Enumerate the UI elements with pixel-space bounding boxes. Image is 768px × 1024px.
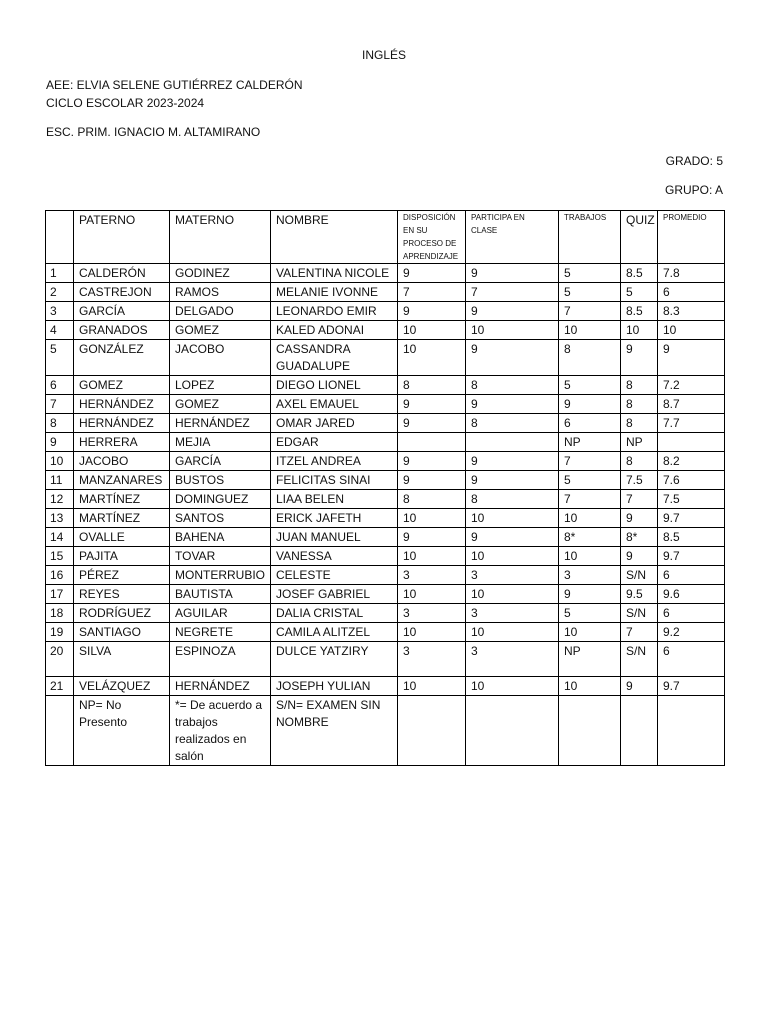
cell-trabajos: 5 (559, 264, 621, 283)
cell-paterno: HERRERA (74, 433, 170, 452)
table-row (46, 528, 725, 547)
legend-empty-cell (559, 696, 621, 766)
cell-participa: 9 (466, 302, 559, 321)
table-row (46, 490, 725, 509)
cell-participa: 3 (466, 642, 559, 677)
cell-participa: 10 (466, 321, 559, 340)
cell-nombre: OMAR JARED (271, 414, 398, 433)
cell-quiz: NP (621, 433, 658, 452)
col-header-promedio: PROMEDIO (658, 211, 725, 264)
cell-nombre: VALENTINA NICOLE (271, 264, 398, 283)
cell-nombre: MELANIE IVONNE (271, 283, 398, 302)
cell-quiz: 8.5 (621, 264, 658, 283)
cell-nombre: JOSEF GABRIEL (271, 585, 398, 604)
cell-paterno: CASTREJON (74, 283, 170, 302)
cell-quiz: S/N (621, 642, 658, 677)
table-row (46, 604, 725, 623)
table-row (46, 642, 725, 677)
school-name-line: ESC. PRIM. IGNACIO M. ALTAMIRANO (46, 125, 261, 139)
cell-promedio: 6 (658, 566, 725, 585)
cell-participa: 10 (466, 547, 559, 566)
cell-quiz: 8 (621, 452, 658, 471)
cell-participa: 9 (466, 528, 559, 547)
cell-trabajos: 10 (559, 509, 621, 528)
cell-quiz: 8 (621, 414, 658, 433)
cell-participa: 7 (466, 283, 559, 302)
cell-materno: MEJIA (170, 433, 271, 452)
cell-trabajos: 9 (559, 585, 621, 604)
cell-promedio: 7.5 (658, 490, 725, 509)
cell-paterno: REYES (74, 585, 170, 604)
cell-quiz: 8* (621, 528, 658, 547)
cell-participa: 3 (466, 566, 559, 585)
cell-materno: LOPEZ (170, 376, 271, 395)
table-row (46, 395, 725, 414)
cell-participa: 10 (466, 677, 559, 696)
cell-promedio: 9 (658, 340, 725, 376)
cell-num: 5 (46, 340, 74, 376)
cell-trabajos: 10 (559, 677, 621, 696)
cell-num: 1 (46, 264, 74, 283)
cell-nombre: DIEGO LIONEL (271, 376, 398, 395)
cell-nombre: CASSANDRA GUADALUPE (271, 340, 398, 376)
cell-quiz: 9.5 (621, 585, 658, 604)
cell-paterno: GONZÁLEZ (74, 340, 170, 376)
cell-quiz: S/N (621, 566, 658, 585)
cell-nombre: DALIA CRISTAL (271, 604, 398, 623)
table-header-row (46, 211, 725, 264)
cell-materno: GOMEZ (170, 321, 271, 340)
cell-nombre: CAMILA ALITZEL (271, 623, 398, 642)
cell-disposicion: 10 (398, 547, 466, 566)
cell-nombre: JOSEPH YULIAN (271, 677, 398, 696)
cell-num: 2 (46, 283, 74, 302)
cell-num: 12 (46, 490, 74, 509)
table-row (46, 321, 725, 340)
cell-disposicion: 3 (398, 642, 466, 677)
document-title: INGLÉS (361, 48, 406, 62)
cell-trabajos: 7 (559, 452, 621, 471)
cell-quiz: 7 (621, 490, 658, 509)
cell-nombre: AXEL EMAUEL (271, 395, 398, 414)
table-row (46, 677, 725, 696)
cell-participa: 8 (466, 414, 559, 433)
cell-quiz: S/N (621, 604, 658, 623)
cell-trabajos: 10 (559, 321, 621, 340)
cell-num: 18 (46, 604, 74, 623)
cell-materno: HERNÁNDEZ (170, 677, 271, 696)
cell-materno: BUSTOS (170, 471, 271, 490)
cell-trabajos: 10 (559, 547, 621, 566)
cell-trabajos: NP (559, 642, 621, 677)
cell-materno: GARCÍA (170, 452, 271, 471)
table-row (46, 452, 725, 471)
cell-num: 21 (46, 677, 74, 696)
cell-paterno: MANZANARES (74, 471, 170, 490)
cell-promedio: 9.6 (658, 585, 725, 604)
cell-materno: NEGRETE (170, 623, 271, 642)
col-header-materno: MATERNO (170, 211, 271, 264)
col-header-quiz: QUIZ (621, 211, 658, 264)
cell-materno: HERNÁNDEZ (170, 414, 271, 433)
cell-participa (466, 433, 559, 452)
cell-num: 9 (46, 433, 74, 452)
cell-paterno: OVALLE (74, 528, 170, 547)
cell-paterno: GRANADOS (74, 321, 170, 340)
cell-trabajos: 8 (559, 340, 621, 376)
cell-quiz: 8 (621, 376, 658, 395)
cell-quiz: 10 (621, 321, 658, 340)
legend-empty-cell (466, 696, 559, 766)
cell-materno: DELGADO (170, 302, 271, 321)
group-label: GRUPO: A (664, 183, 723, 197)
legend-row (46, 696, 725, 766)
cell-quiz: 8.5 (621, 302, 658, 321)
cell-quiz: 7 (621, 623, 658, 642)
legend-asterisk: *= De acuerdo a trabajos realizados en salón (170, 696, 271, 766)
cell-trabajos: 9 (559, 395, 621, 414)
cell-materno: GOMEZ (170, 395, 271, 414)
cell-paterno: HERNÁNDEZ (74, 395, 170, 414)
cell-participa: 9 (466, 452, 559, 471)
cell-materno: TOVAR (170, 547, 271, 566)
teacher-line: AEE: ELVIA SELENE GUTIÉRREZ CALDERÓN (46, 78, 303, 92)
cell-paterno: SILVA (74, 642, 170, 677)
legend-np: NP= No Presento (74, 696, 170, 766)
cell-quiz: 7.5 (621, 471, 658, 490)
table-row (46, 566, 725, 585)
cell-nombre: DULCE YATZIRY (271, 642, 398, 677)
cell-promedio: 10 (658, 321, 725, 340)
cell-disposicion: 9 (398, 302, 466, 321)
cell-num: 16 (46, 566, 74, 585)
cell-nombre: ITZEL ANDREA (271, 452, 398, 471)
cell-disposicion: 3 (398, 566, 466, 585)
cell-num: 13 (46, 509, 74, 528)
cell-disposicion: 10 (398, 321, 466, 340)
table-row (46, 376, 725, 395)
cell-disposicion: 10 (398, 585, 466, 604)
table-row (46, 547, 725, 566)
cell-disposicion: 8 (398, 376, 466, 395)
col-header-nombre: NOMBRE (271, 211, 398, 264)
cell-participa: 8 (466, 490, 559, 509)
cell-promedio (658, 433, 725, 452)
col-header-paterno: PATERNO (74, 211, 170, 264)
cell-trabajos: 7 (559, 490, 621, 509)
cell-promedio: 6 (658, 642, 725, 677)
cell-paterno: HERNÁNDEZ (74, 414, 170, 433)
cell-nombre: CELESTE (271, 566, 398, 585)
cell-num: 19 (46, 623, 74, 642)
table-row (46, 283, 725, 302)
cell-quiz: 8 (621, 395, 658, 414)
cell-materno: BAUTISTA (170, 585, 271, 604)
cell-paterno: RODRÍGUEZ (74, 604, 170, 623)
cell-paterno: VELÁZQUEZ (74, 677, 170, 696)
cell-participa: 8 (466, 376, 559, 395)
grades-body (46, 264, 725, 766)
col-header-number (46, 211, 74, 264)
cell-paterno: CALDERÓN (74, 264, 170, 283)
cell-trabajos: 6 (559, 414, 621, 433)
cell-participa: 3 (466, 604, 559, 623)
cell-disposicion: 3 (398, 604, 466, 623)
cell-num: 20 (46, 642, 74, 677)
cell-nombre: FELICITAS SINAI (271, 471, 398, 490)
cell-num: 7 (46, 395, 74, 414)
cell-trabajos: 5 (559, 376, 621, 395)
cell-paterno: MARTÍNEZ (74, 509, 170, 528)
cell-promedio: 9.7 (658, 547, 725, 566)
cell-nombre: LIAA BELEN (271, 490, 398, 509)
cell-disposicion: 9 (398, 452, 466, 471)
cell-num: 11 (46, 471, 74, 490)
cell-trabajos: 5 (559, 283, 621, 302)
cell-nombre: KALED ADONAI (271, 321, 398, 340)
col-header-disposicion: DISPOSICIÓN EN SU PROCESO DE APRENDIZAJE (398, 211, 466, 264)
cell-promedio: 7.7 (658, 414, 725, 433)
cell-quiz: 9 (621, 547, 658, 566)
cell-trabajos: 3 (559, 566, 621, 585)
cell-trabajos: 10 (559, 623, 621, 642)
cell-nombre: VANESSA (271, 547, 398, 566)
cell-num: 3 (46, 302, 74, 321)
cell-materno: GODINEZ (170, 264, 271, 283)
cell-paterno: PÉREZ (74, 566, 170, 585)
cell-quiz: 9 (621, 677, 658, 696)
legend-empty-cell (621, 696, 658, 766)
cell-nombre: EDGAR (271, 433, 398, 452)
cell-materno: BAHENA (170, 528, 271, 547)
legend-empty-cell (658, 696, 725, 766)
cell-promedio: 9.2 (658, 623, 725, 642)
col-header-participa: PARTICIPA EN CLASE (466, 211, 559, 264)
cell-disposicion: 9 (398, 471, 466, 490)
table-row (46, 471, 725, 490)
cell-promedio: 9.7 (658, 677, 725, 696)
cell-disposicion: 9 (398, 264, 466, 283)
cell-promedio: 8.7 (658, 395, 725, 414)
cell-promedio: 8.5 (658, 528, 725, 547)
cell-disposicion: 10 (398, 509, 466, 528)
cell-participa: 9 (466, 264, 559, 283)
cell-materno: RAMOS (170, 283, 271, 302)
cell-num: 14 (46, 528, 74, 547)
cell-participa: 9 (466, 471, 559, 490)
cell-quiz: 5 (621, 283, 658, 302)
cell-participa: 9 (466, 340, 559, 376)
cell-num: 17 (46, 585, 74, 604)
cell-disposicion: 10 (398, 340, 466, 376)
cell-disposicion: 10 (398, 677, 466, 696)
cell-paterno: PAJITA (74, 547, 170, 566)
cell-participa: 9 (466, 395, 559, 414)
cell-trabajos: NP (559, 433, 621, 452)
cell-paterno: MARTÍNEZ (74, 490, 170, 509)
cell-disposicion: 9 (398, 414, 466, 433)
grade-label: GRADO: 5 (665, 154, 723, 168)
cell-promedio: 8.2 (658, 452, 725, 471)
cell-num: 6 (46, 376, 74, 395)
cell-nombre: LEONARDO EMIR (271, 302, 398, 321)
table-row (46, 585, 725, 604)
cell-num: 15 (46, 547, 74, 566)
cell-materno: DOMINGUEZ (170, 490, 271, 509)
table-row (46, 264, 725, 283)
cell-participa: 10 (466, 509, 559, 528)
cell-disposicion: 7 (398, 283, 466, 302)
cell-trabajos: 5 (559, 604, 621, 623)
cell-num: 4 (46, 321, 74, 340)
cell-paterno: GARCÍA (74, 302, 170, 321)
school-year-line: CICLO ESCOLAR 2023-2024 (46, 96, 205, 110)
cell-trabajos: 8* (559, 528, 621, 547)
cell-nombre: JUAN MANUEL (271, 528, 398, 547)
table-row (46, 302, 725, 321)
cell-num: 10 (46, 452, 74, 471)
col-header-trabajos: TRABAJOS (559, 211, 621, 264)
grades-table (45, 210, 725, 766)
legend-sn: S/N= EXAMEN SIN NOMBRE (271, 696, 398, 766)
table-row (46, 509, 725, 528)
legend-empty-cell (46, 696, 74, 766)
cell-trabajos: 5 (559, 471, 621, 490)
cell-quiz: 9 (621, 340, 658, 376)
cell-promedio: 9.7 (658, 509, 725, 528)
cell-paterno: SANTIAGO (74, 623, 170, 642)
cell-disposicion: 9 (398, 528, 466, 547)
cell-trabajos: 7 (559, 302, 621, 321)
cell-disposicion: 9 (398, 395, 466, 414)
cell-disposicion (398, 433, 466, 452)
cell-promedio: 7.6 (658, 471, 725, 490)
cell-promedio: 8.3 (658, 302, 725, 321)
cell-materno: AGUILAR (170, 604, 271, 623)
cell-promedio: 7.2 (658, 376, 725, 395)
cell-quiz: 9 (621, 509, 658, 528)
cell-materno: JACOBO (170, 340, 271, 376)
table-row (46, 414, 725, 433)
cell-participa: 10 (466, 585, 559, 604)
cell-paterno: GOMEZ (74, 376, 170, 395)
cell-promedio: 6 (658, 283, 725, 302)
cell-participa: 10 (466, 623, 559, 642)
cell-disposicion: 8 (398, 490, 466, 509)
cell-nombre: ERICK JAFETH (271, 509, 398, 528)
cell-materno: ESPINOZA (170, 642, 271, 677)
table-row (46, 433, 725, 452)
cell-promedio: 7.8 (658, 264, 725, 283)
cell-num: 8 (46, 414, 74, 433)
cell-materno: SANTOS (170, 509, 271, 528)
cell-paterno: JACOBO (74, 452, 170, 471)
cell-disposicion: 10 (398, 623, 466, 642)
table-row (46, 340, 725, 376)
legend-empty-cell (398, 696, 466, 766)
cell-promedio: 6 (658, 604, 725, 623)
table-row (46, 623, 725, 642)
cell-materno: MONTERRUBIO (170, 566, 271, 585)
